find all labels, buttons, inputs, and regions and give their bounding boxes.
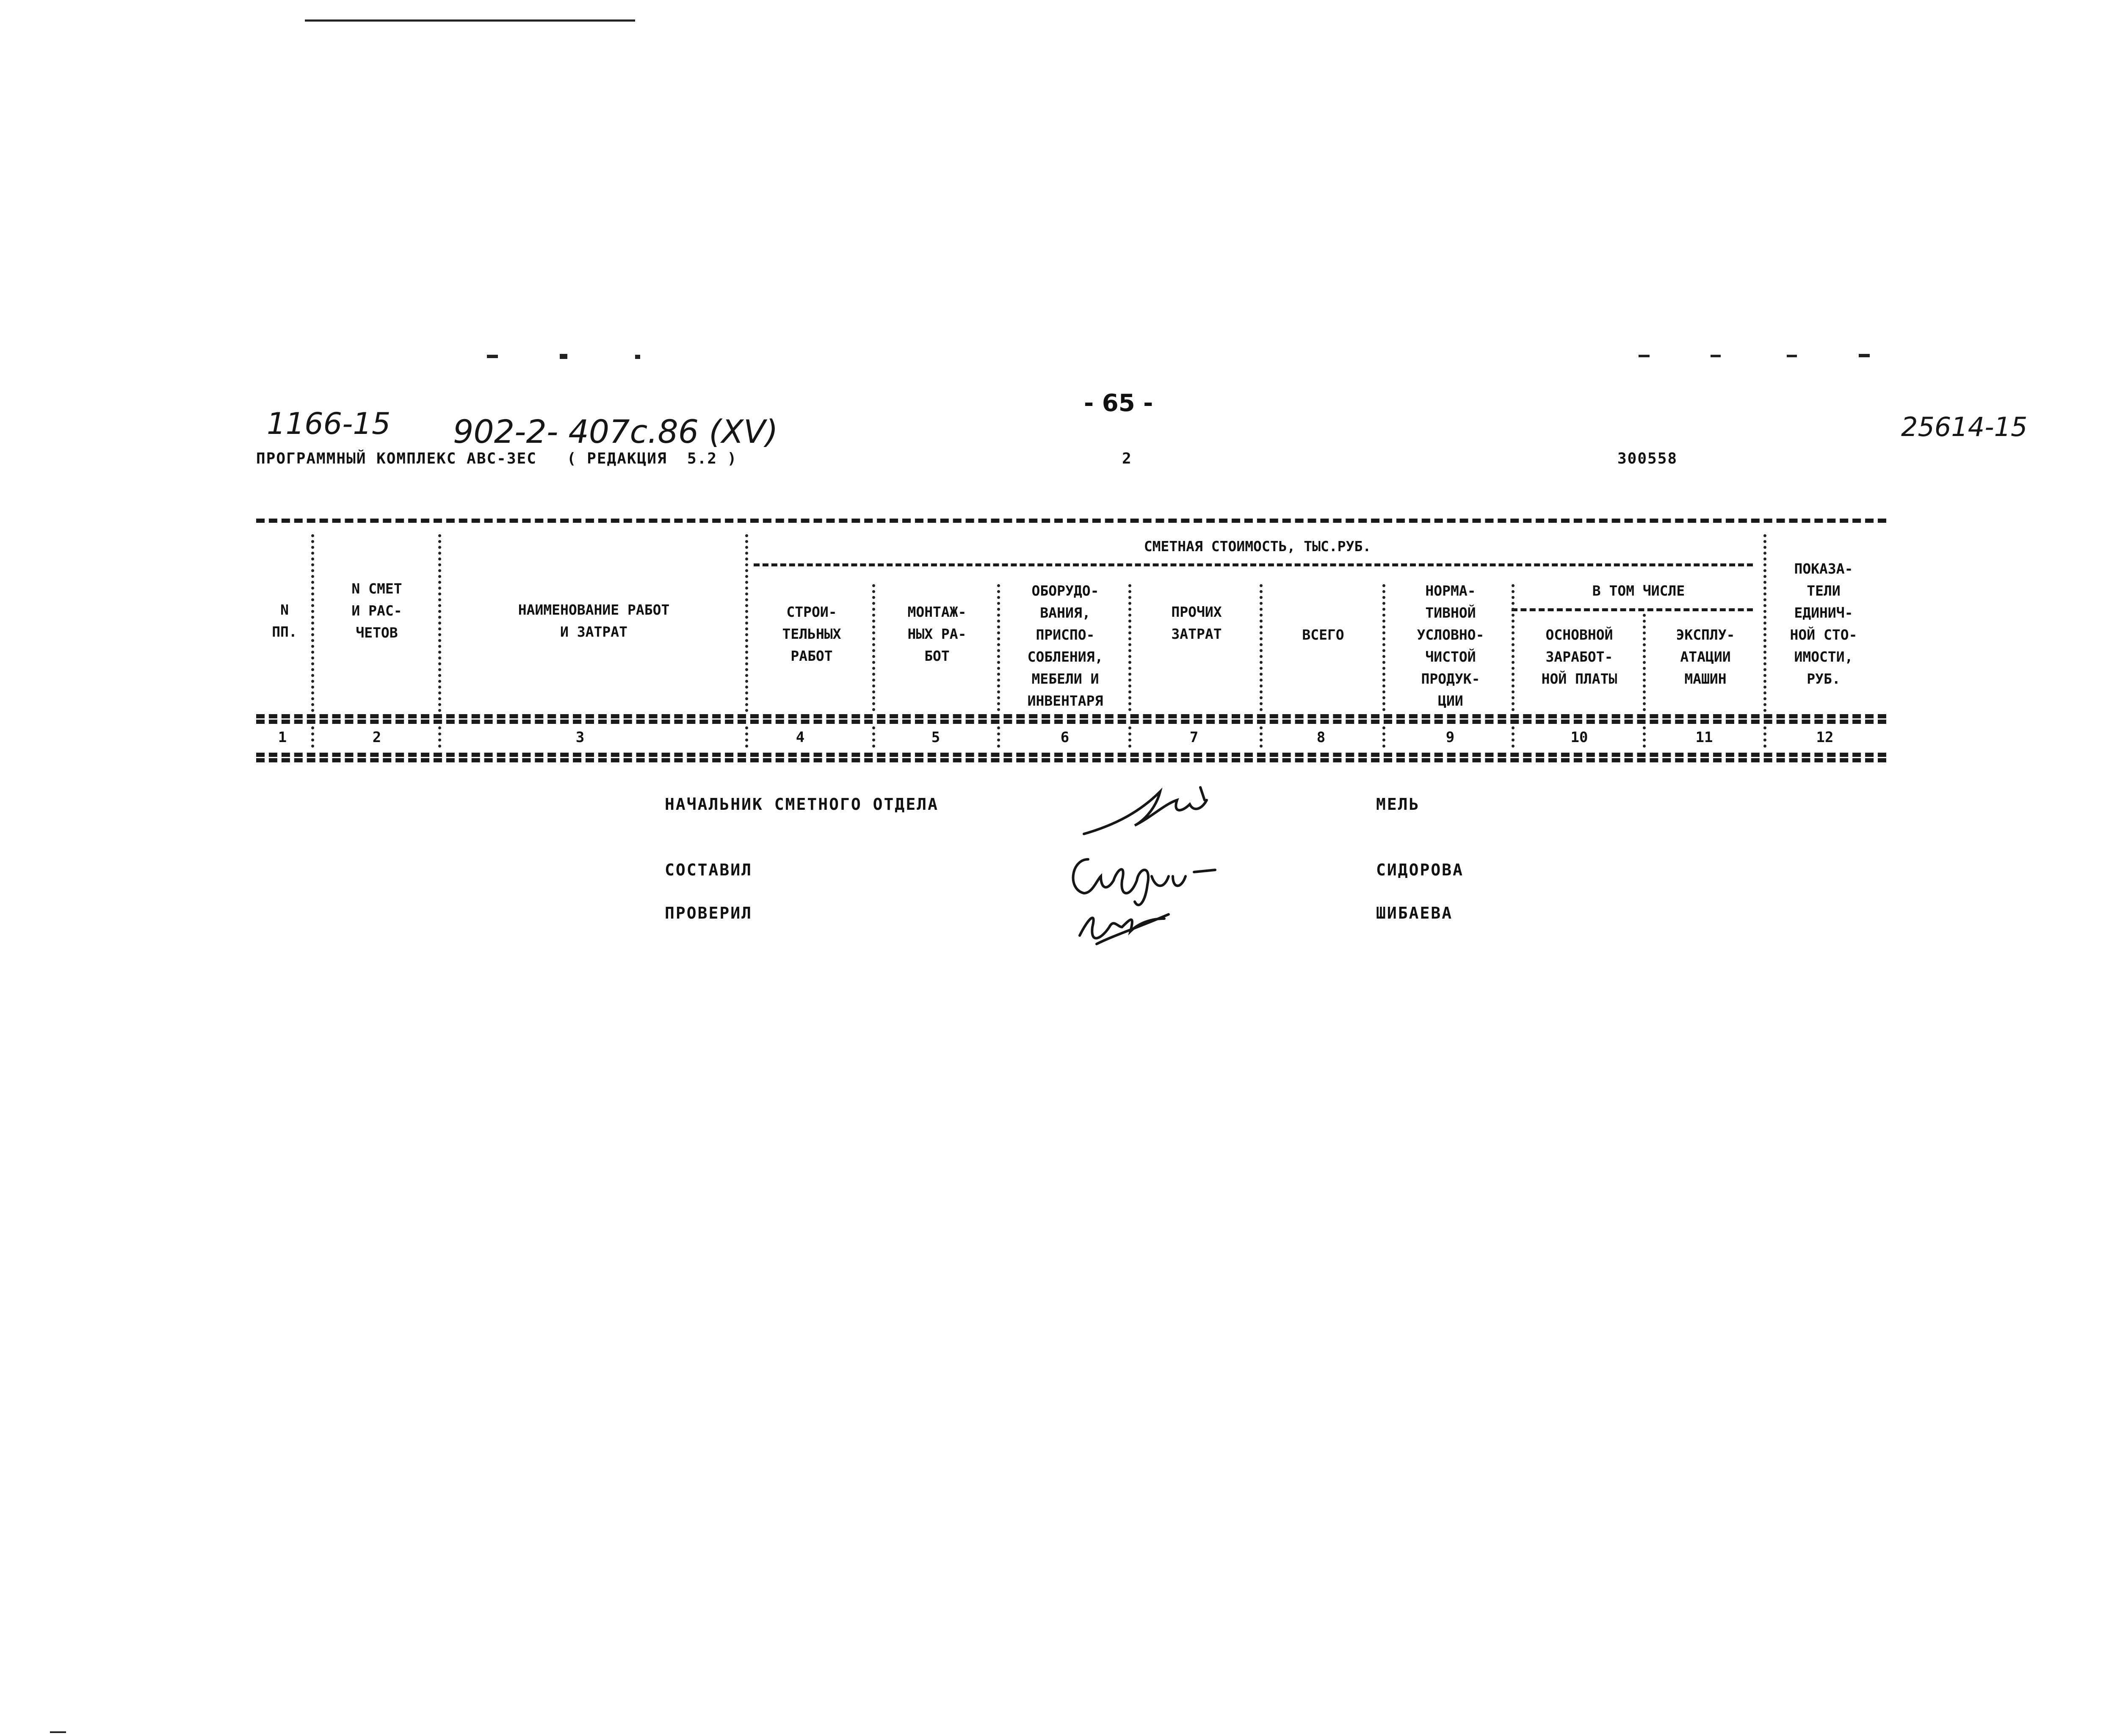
col-number-2: 2 [372, 729, 381, 746]
numbers-top-rule [256, 720, 1886, 724]
scan-line-top [305, 19, 635, 22]
handwritten-left-code: 1166-15 [267, 406, 391, 441]
scan-mark [1859, 354, 1870, 357]
signature-role-compiled: СОСТАВИЛ [665, 861, 753, 879]
signature-name-compiled: СИДОРОВА [1376, 861, 1464, 879]
number-separator [311, 726, 318, 748]
col-header-2: N СМЕТ И РАС- ЧЕТОВ [351, 580, 402, 641]
col-number-12: 12 [1816, 729, 1834, 746]
number-separator [872, 726, 879, 748]
col-header-7: ПРОЧИХ ЗАТРАТ [1171, 604, 1222, 642]
document-code: 300558 [1617, 450, 1678, 467]
col-header-1: N ПП. [272, 602, 297, 640]
scan-mark-bottom [50, 1731, 66, 1733]
col-number-4: 4 [796, 729, 805, 746]
col-number-11: 11 [1695, 729, 1713, 746]
col-number-9: 9 [1445, 729, 1455, 746]
number-separator [997, 726, 1004, 748]
table-top-rule [256, 519, 1886, 523]
col-header-6: ОБОРУДО- ВАНИЯ, ПРИСПО- СОБЛЕНИЯ, МЕБЕЛИ И ИНВЕНТАРЯ [1027, 582, 1103, 709]
number-separator [1128, 726, 1136, 748]
signature-role-chief: НАЧАЛЬНИК СМЕТНОГО ОТДЕЛА [665, 795, 939, 814]
signature-chief [1080, 787, 1215, 838]
page-number: - 65 - [1084, 389, 1153, 417]
signature-compiled [1067, 851, 1219, 910]
number-separator [438, 726, 445, 748]
handwritten-right-code: 25614-15 [1901, 411, 2028, 442]
table-bottom-rule [256, 753, 1886, 757]
col-number-5: 5 [931, 729, 940, 746]
signature-name-checked: ШИБАЕВА [1376, 904, 1453, 922]
col-header-10: ОСНОВНОЙ ЗАРАБОТ- НОЙ ПЛАТЫ [1541, 627, 1617, 687]
program-header: ПРОГРАММНЫЙ КОМПЛЕКС АВС-3ЕС ( РЕДАКЦИЯ 5.2 ) [256, 450, 738, 467]
signature-checked [1071, 902, 1181, 952]
col-header-3: НАИМЕНОВАНИЕ РАБОТ И ЗАТРАТ [518, 602, 670, 640]
col-number-8: 8 [1316, 729, 1326, 746]
col-number-10: 10 [1570, 729, 1588, 746]
number-separator [745, 726, 752, 748]
col-number-6: 6 [1060, 729, 1070, 746]
handwritten-project-code: 902-2- 407с.86 (XV) [453, 413, 778, 450]
sub-group-header: В ТОМ ЧИСЛЕ [1592, 582, 1685, 599]
scan-mark [1787, 355, 1797, 357]
col-number-3: 3 [575, 729, 585, 746]
col-header-9: НОРМА- ТИВНОЙ УСЛОВНО- ЧИСТОЙ ПРОДУК- ЦИИ [1417, 582, 1484, 709]
header-bottom-rule [256, 714, 1886, 718]
table-bottom-rule-2 [256, 758, 1886, 762]
column-separator [1260, 584, 1267, 711]
signature-role-checked: ПРОВЕРИЛ [665, 904, 753, 922]
scan-mark [635, 355, 640, 359]
scan-mark [1711, 355, 1721, 357]
scan-mark [560, 354, 567, 359]
number-separator [1382, 726, 1390, 748]
number-separator [1643, 726, 1650, 748]
scan-mark [1639, 355, 1650, 357]
scan-mark [487, 355, 498, 358]
signature-name-chief: МЕЛЬ [1376, 795, 1420, 814]
group-header: СМЕТНАЯ СТОИМОСТЬ, ТЫС.РУБ. [1144, 538, 1371, 555]
number-separator [1260, 726, 1267, 748]
col-header-5: МОНТАЖ- НЫХ РА- БОТ [907, 604, 967, 664]
sheet-number: 2 [1122, 450, 1132, 467]
col-header-11: ЭКСПЛУ- АТАЦИИ МАШИН [1676, 627, 1735, 687]
col-header-4: СТРОИ- ТЕЛЬНЫХ РАБОТ [782, 604, 841, 664]
sub-group-rule [1512, 608, 1753, 611]
col-number-1: 1 [278, 729, 287, 746]
group-header-rule [754, 563, 1753, 566]
col-header-12: ПОКАЗА- ТЕЛИ ЕДИНИЧ- НОЙ СТО- ИМОСТИ, РУБ. [1790, 560, 1857, 687]
number-separator [1763, 726, 1771, 748]
number-separator [1512, 726, 1519, 748]
col-header-8: ВСЕГО [1302, 627, 1344, 643]
col-number-7: 7 [1189, 729, 1199, 746]
